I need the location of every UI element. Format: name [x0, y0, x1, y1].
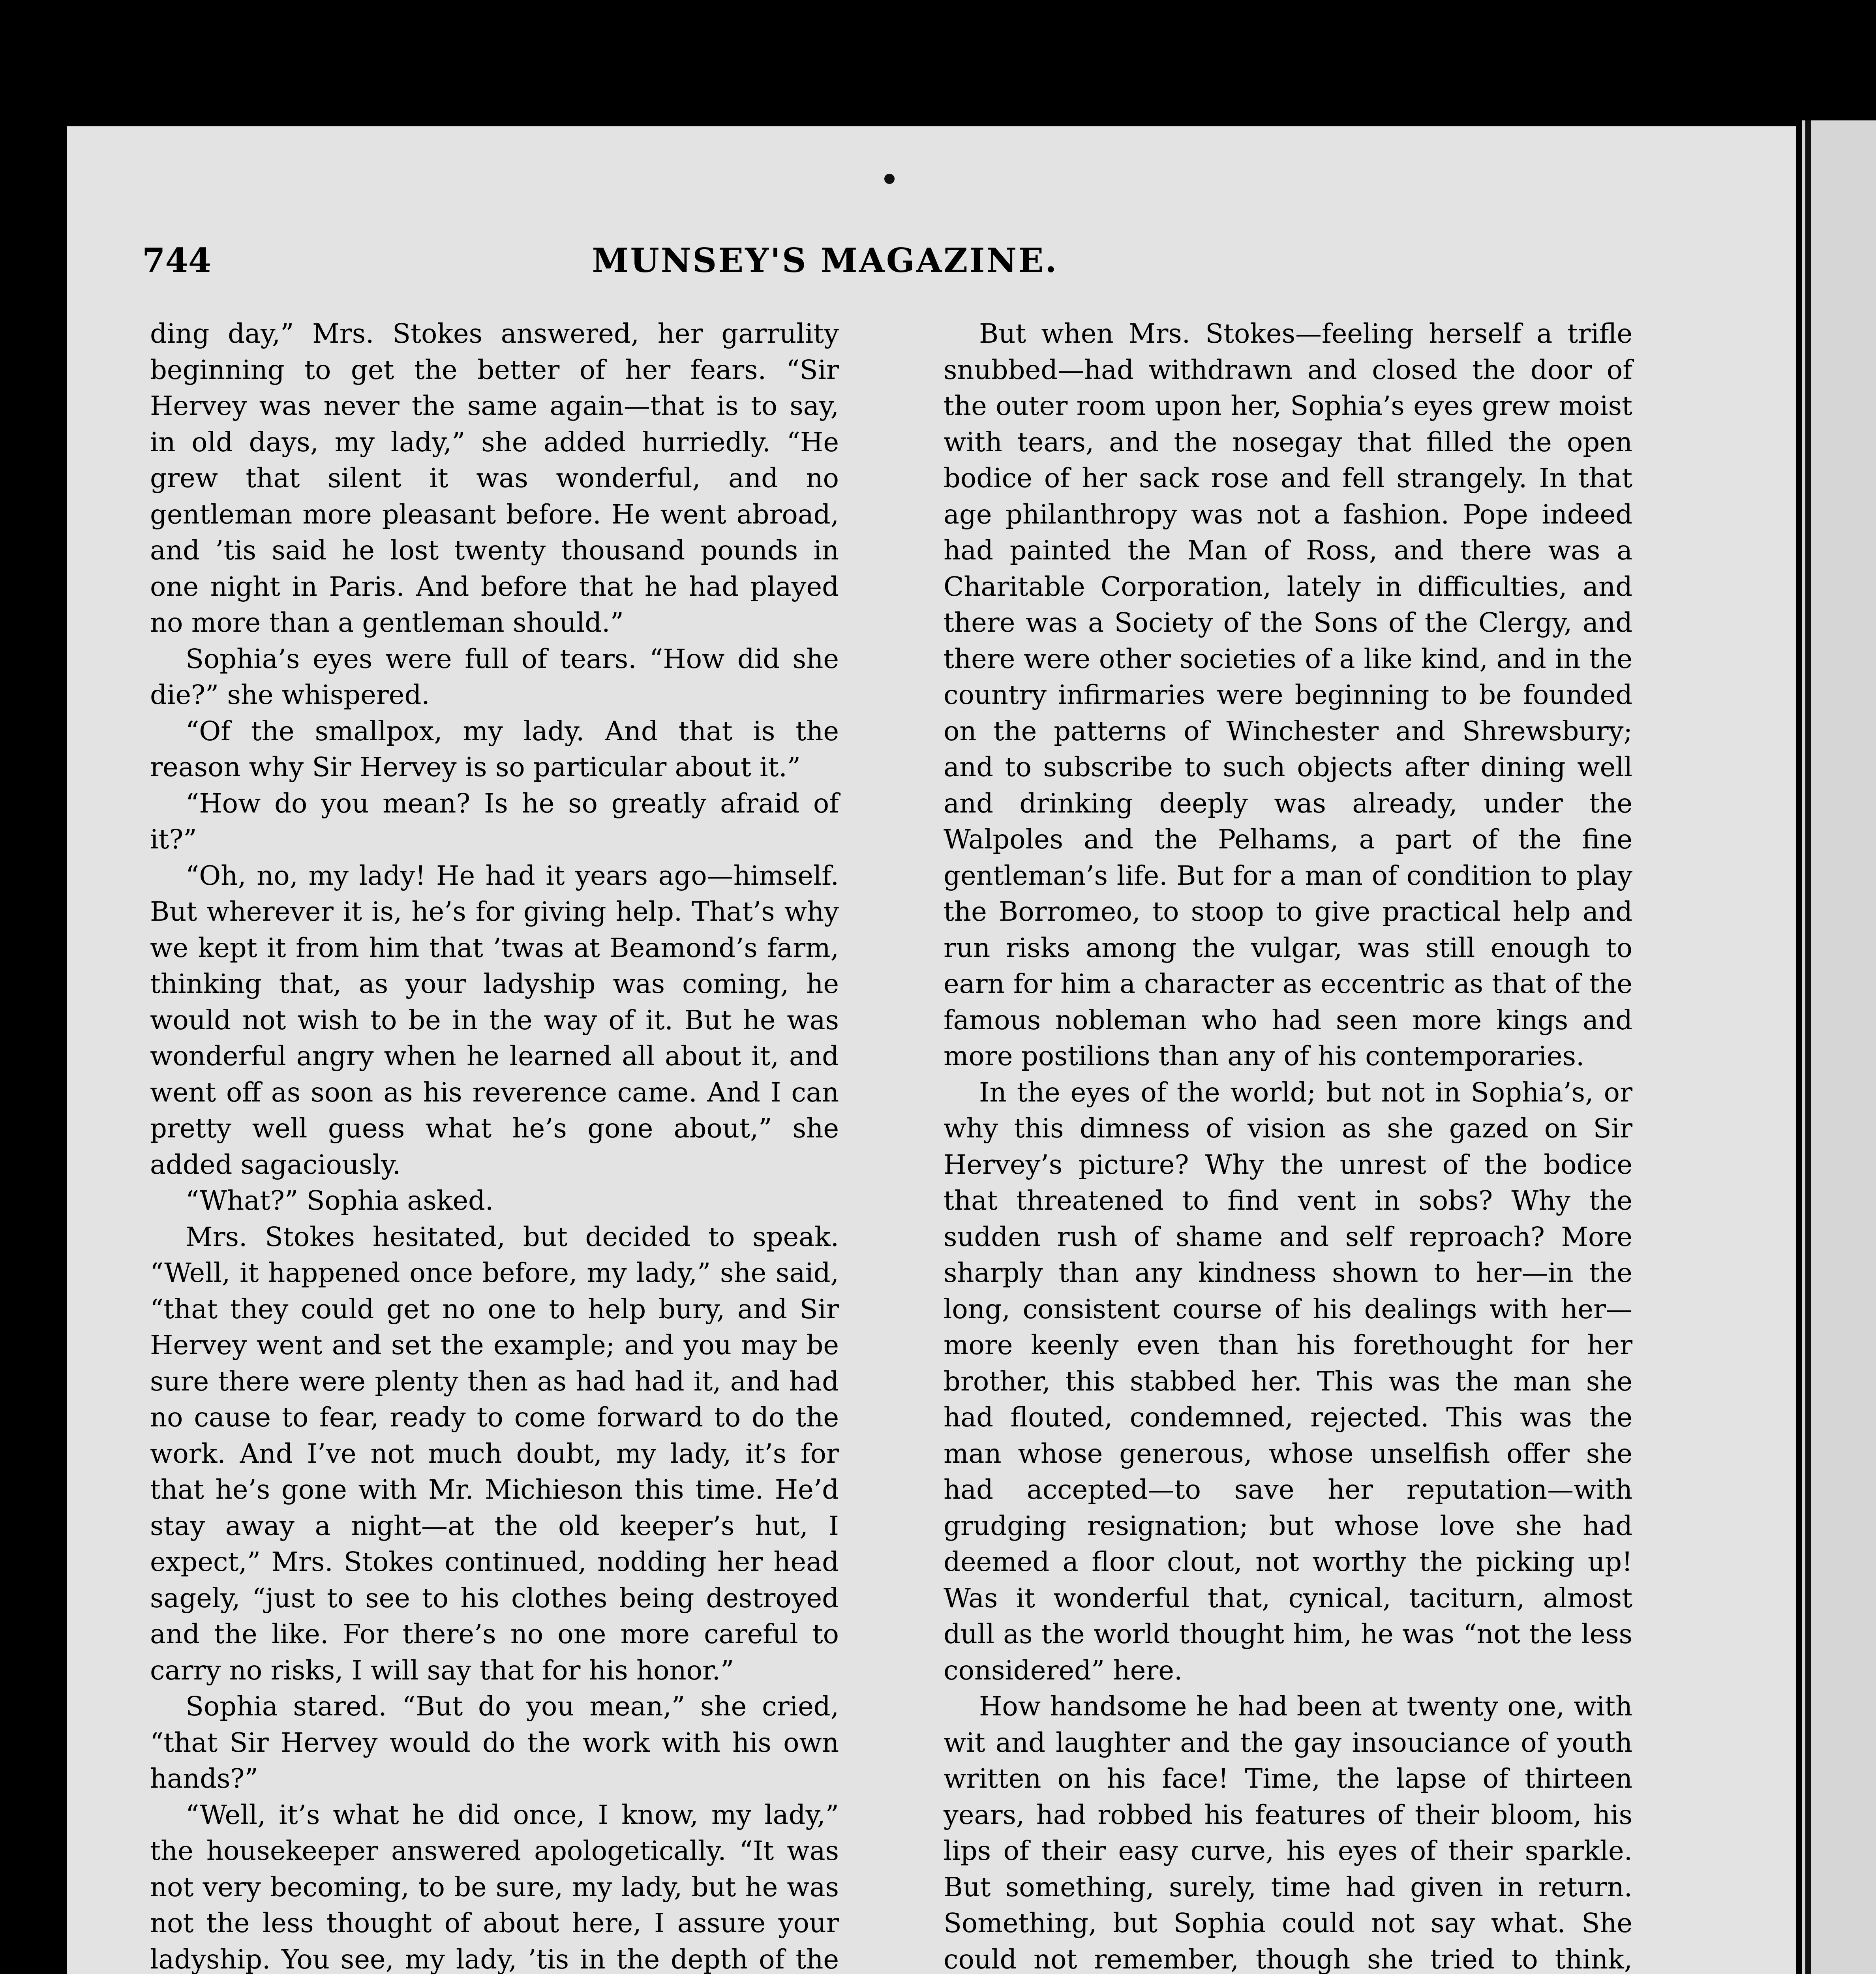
right-paragraph-3: How handsome he had been at twenty one, with wit and laughter and the gay insouciance of youth written on his face! Time, the lapse of thirteen years, had robbed his features of their bloom, his lips of their easy curve, his eyes of their sparkle. But something, surely, time had given in return. Something, but Sophia could not say what. She could not remember, though she tried to think,: [944, 1691, 1632, 1974]
left-paragraph-5: “Oh, no, my lady! He had it years ago—himself. But wherever it is, he’s for giving help. That’s why we kept it from him that ’twas at Beamond’s farm, thinking that, as your ladyship was coming, he would not wish to be in the way of it. But he was wonderful angry when he learned all about it, and went off as soon as his reverence came. And I can pretty well guess what he’s gone about,” she added sagaciously.: [150, 860, 839, 1180]
ink-dot: [884, 174, 895, 184]
left-paragraph-2: Sophia’s eyes were full of tears. “How did she die?” she whispered.: [150, 643, 839, 710]
left-paragraph-4: “How do you mean? Is he so greatly afraid of it?”: [150, 788, 839, 855]
right-column: [944, 316, 1632, 1974]
left-paragraph-8: Sophia stared. “But do you mean,” she cried, “that Sir Hervey would do the work with his own hands?”: [150, 1691, 839, 1794]
left-paragraph-3: “Of the smallpox, my lady. And that is the reason why Sir Hervey is so particular about it.”: [150, 715, 839, 782]
left-paragraph-6: “What?” Sophia asked.: [186, 1185, 494, 1216]
page-edge-line: [1805, 120, 1811, 1974]
page-number: 744: [142, 241, 212, 280]
left-paragraph-9: “Well, it’s what he did once, I know, my lady,” the housekeeper answered apologetically. “It was not very becoming, to be sure, my lady, but he was not the less thought of about here, I assure your ladyship. You see, my lady, ’tis in the depth of the: [150, 1799, 839, 1974]
left-paragraph-7: Mrs. Stokes hesitated, but decided to speak. “Well, it happened once before, my lady,” she said, “that they could get no one to help bury, and Sir Hervey went and set the example; and you may be sure there were plenty then as had had it, and had no cause to fear, ready to come forward to do the work. And I’ve not much doubt, my lady, it’s for that he’s gone with Mr. Michieson this time. He’d stay away a night—at the old keeper’s hut, I expect,” Mrs. Stokes continued, nodding her head sagely, “just to see to his clothes being destroyed and the like. For there’s no one more careful to carry no risks, I will say that for his honor.”: [150, 1221, 839, 1686]
right-paragraph-1: But when Mrs. Stokes—feeling herself a trifle snubbed—had withdrawn and closed the door of the outer room upon her, Sophia’s eyes grew moist with tears, and the nosegay that filled the open bodice of her sack rose and fell strangely. In that age philanthropy was not a fashion. Pope indeed had painted the Man of Ross, and there was a Charitable Corporation, lately in difficulties, and there was a Society of the Sons of the Clergy, and there were other societies of a like kind, and in the country infirmaries were beginning to be founded on the patterns of Winchester and Shrewsbury; and to subscribe to such objects after dining well and drinking deeply was already, under the Walpoles and the Pelhams, a part of the fine gentleman’s life. But for a man of condition to play the Borromeo, to stoop to give practical help and run risks among the vulgar, was still enough to earn for him a character as eccentric as that of the famous nobleman who had seen more kings and more postilions than any of his contemporaries.: [944, 318, 1632, 1071]
running-title: MUNSEY'S MAGAZINE.: [592, 241, 1058, 280]
facing-page-edge: [1802, 120, 1876, 1974]
left-paragraph-1: ding day,” Mrs. Stokes answered, her garrulity beginning to get the better of her fears. “Sir Hervey was never the same again—that is to say, in old days, my lady,” she added hurriedly. “He grew that silent it was wonderful, and no gentleman more pleasant before. He went abroad, and ’tis said he lost twenty thousand pounds in one night in Paris. And before that he had played no more than a gentleman should.”: [150, 318, 839, 638]
left-column: [150, 316, 839, 1974]
right-paragraph-2: In the eyes of the world; but not in Sophia’s, or why this dimness of vision as she gazed on Sir Hervey’s picture? Why the unrest of the bodice that threatened to find vent in sobs? Why the sudden rush of shame and self reproach? More sharply than any kindness shown to her—in the long, consistent course of his dealings with her—more keenly even than his forethought for her brother, this stabbed her. This was the man she had flouted, condemned, rejected. This was the man whose generous, whose unselfish offer she had accepted—to save her reputation—with grudging resignation; but whose love she had deemed a floor clout, not worthy the picking up! Was it wonderful that, cynical, taciturn, almost dull as the world thought him, he was “not the less considered” here.: [944, 1077, 1632, 1686]
page-header: [142, 241, 1508, 284]
